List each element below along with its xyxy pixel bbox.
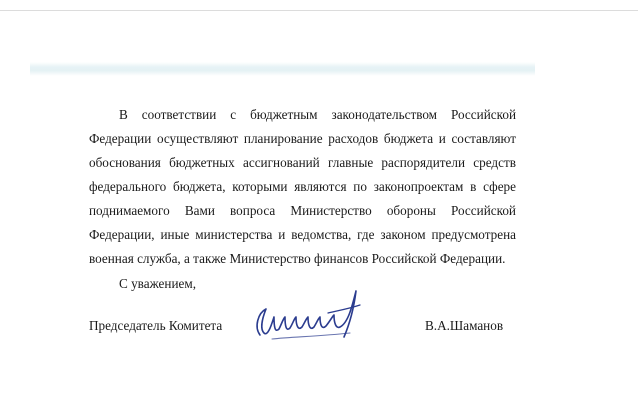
signer-position: Председатель Комитета — [89, 318, 223, 333]
signer-name: В.А.Шаманов — [425, 318, 504, 333]
handwritten-signature — [252, 283, 364, 345]
letterhead-band — [30, 62, 535, 76]
closing-salutation: С уважением, — [119, 276, 196, 291]
top-divider — [0, 10, 638, 11]
letter-body: В соответствии с бюджетным законодательством Российской Федерации осуществляют планирование расходов бюджета и составляют обоснования бюджетных ассигнований главные распорядители средств федерального бюджета, которыми являются по законопроектам в сфере поднимаемого Вами вопроса Министерство обороны Российской Федерации, иные министерства и ведомства, где законом предусмотрена военная служба, а также Министерство финансов Российской Федерации. — [89, 107, 516, 266]
